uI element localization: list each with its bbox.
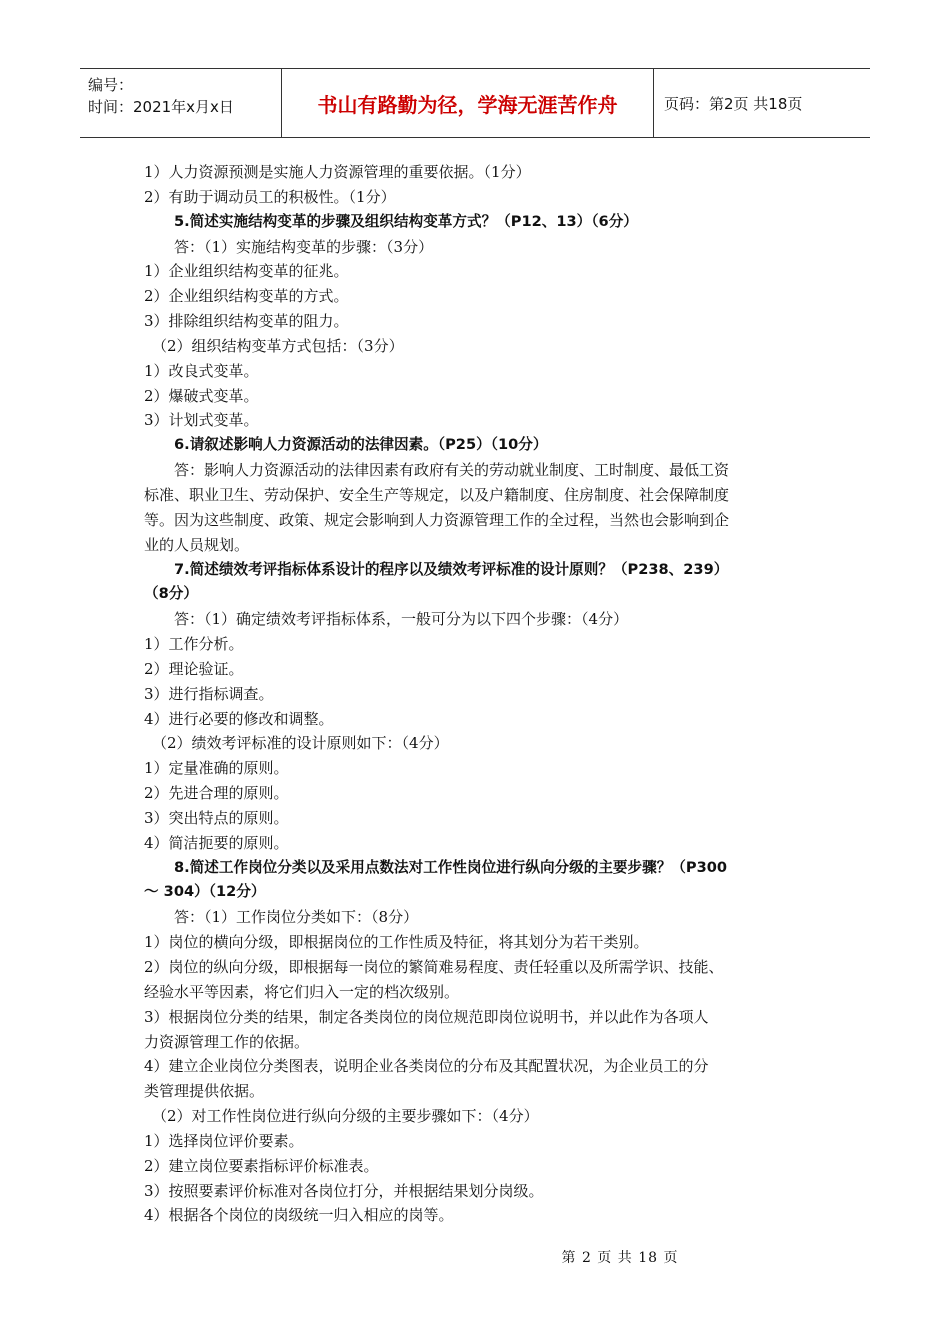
page-header [80,68,870,138]
text-line: 业的人员规划。 [144,535,250,554]
header-page-cell [654,69,870,137]
text-line: 3）进行指标调查。 [144,684,274,703]
text-line: 答：（1）工作岗位分类如下：（8分） [174,908,419,927]
text-line: 答：（1）实施结构变革的步骤：（3分） [174,237,434,256]
text-line: 2）岗位的纵向分级，即根据每一岗位的繁简难易程度、责任轻重以及所需学识、技能、 [144,958,724,976]
text-line: 类管理提供依据。 [144,1082,265,1101]
header-page-code: 页码：第2页 共18页 [664,94,803,113]
text-line: 1）人力资源预测是实施人力资源管理的重要依据。（1分） [144,163,531,181]
text-line: 1）岗位的横向分级，即根据岗位的工作性质及特征，将其划分为若干类别。 [144,933,649,952]
text-line: 2）爆破式变革。 [144,386,259,405]
header-motto-cell [282,69,654,137]
text-line: 标准、职业卫生、劳动保护、安全生产等规定，以及户籍制度、住房制度、社会保障制度 [144,485,730,504]
header-motto: 书山有路勤为径，学海无涯苦作舟 [317,92,618,117]
text-line: （2）组织结构变革方式包括：（3分） [152,336,404,355]
text-line: 力资源管理工作的依据。 [144,1032,310,1051]
text-line: 4）进行必要的修改和调整。 [144,709,334,728]
text-line: 1）定量准确的原则。 [144,759,289,778]
date-label: 时间：2021年x月x日 [88,98,234,116]
question-heading-line: 6.请叙述影响人力资源活动的法律因素。（P25）（10分） [174,436,548,454]
question-heading-line: ～ 304）（12分） [144,883,266,901]
header-meta-cell [80,69,282,137]
text-line: （2）对工作性岗位进行纵向分级的主要步骤如下：（4分） [152,1107,539,1126]
question-heading-line: 7.简述绩效考评指标体系设计的程序以及绩效考评标准的设计原则？（P238、239） [174,560,729,578]
text-line: （2）绩效考评标准的设计原则如下：（4分） [152,734,449,753]
text-line: 3）突出特点的原则。 [144,808,289,827]
serial-number-label: 编号： [88,76,134,94]
text-line: 3）计划式变革。 [144,411,259,430]
question-heading-line: 8.简述工作岗位分类以及采用点数法对工作性岗位进行纵向分级的主要步骤？（P300 [174,858,728,876]
text-line: 4）简洁扼要的原则。 [144,833,289,852]
text-line: 2）有助于调动员工的积极性。（1分） [144,187,396,206]
document-body [144,160,814,1228]
text-line: 3）按照要素评价标准对各岗位打分，并根据结果划分岗级。 [144,1181,544,1200]
question-heading-line: 5.简述实施结构变革的步骤及组织结构变革方式？（P12、13）（6分） [174,212,638,230]
text-line: 1）企业组织结构变革的征兆。 [144,262,349,281]
question-heading-line: （8分） [144,585,198,603]
page-footer: 第 2 页 共 18 页 [561,1250,679,1266]
text-line: 4）根据各个岗位的岗级统一归入相应的岗等。 [144,1206,454,1225]
text-line: 3）排除组织结构变革的阻力。 [144,312,349,331]
text-line: 1）工作分析。 [144,635,244,654]
text-line: 1）选择岗位评价要素。 [144,1131,304,1150]
text-line: 3）根据岗位分类的结果，制定各类岗位的岗位规范即岗位说明书，并以此作为各项人 [144,1007,709,1026]
text-line: 2）理论验证。 [144,659,244,678]
text-line: 2）企业组织结构变革的方式。 [144,287,349,306]
text-line: 2）建立岗位要素指标评价标准表。 [144,1156,379,1175]
text-line: 答：影响人力资源活动的法律因素有政府有关的劳动就业制度、工时制度、最低工资 [174,461,730,480]
text-line: 1）改良式变革。 [144,361,259,380]
text-line: 2）先进合理的原则。 [144,784,289,803]
text-line: 等。因为这些制度、政策、规定会影响到人力资源管理工作的全过程，当然也会影响到企 [144,510,730,529]
text-line: 答：（1）确定绩效考评指标体系，一般可分为以下四个步骤：（4分） [174,610,629,629]
text-line: 经验水平等因素，将它们归入一定的档次级别。 [144,982,460,1001]
text-line: 4）建立企业岗位分类图表，说明企业各类岗位的分布及其配置状况，为企业员工的分 [144,1057,709,1076]
